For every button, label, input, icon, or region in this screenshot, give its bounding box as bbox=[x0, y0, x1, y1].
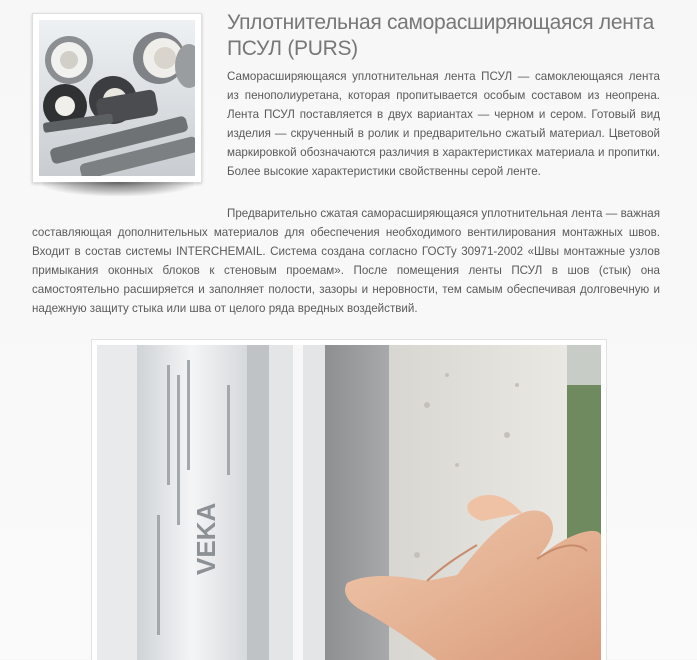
description-paragraph: Предварительно сжатая саморасширяющаяся уплотнительная лента — важная составляющая дополнительных материалов для обеспечения необходимого вентилирования монтажных швов. Входит в состав системы INTERCHEMAIL. Система создана согласно ГОСТу 30971-2002 «Швы монтажные узлов примыкания оконных блоков к стеновым проемам». После помещения ленты ПСУЛ в шов (стык) она самостоятельно расширяется и заполняет полости, зазоры и неровности, тем самым обеспечивая долговечную и надежную защиту стыка или шва от целого ряда вредных воздействий. bbox=[32, 207, 660, 315]
product-photo bbox=[39, 20, 195, 176]
installation-photo bbox=[97, 345, 601, 660]
window-seam-illustration bbox=[97, 345, 601, 660]
intro-paragraph: Саморасширяющаяся уплотнительная лента ПСУЛ — самоклеющаяся лента из пенополиуретана, которая пропитывается особым составом из неопрена. Лента ПСУЛ поставляется в двух вариантах — черном и сером. Готовый вид изделия — скрученный в ролик и предварительно сжатый материал. Цветовой маркировкой обозначаются различия в характеристиках материала и пропитки. Более высокие характеристики свойственны серой ленте. bbox=[227, 70, 660, 178]
frame-print-text: VEKA bbox=[191, 502, 221, 575]
tape-rolls-illustration bbox=[39, 20, 195, 176]
product-photo-shadow bbox=[42, 182, 194, 196]
article-title: Уплотнительная саморасширяющаяся лента ПСУЛ (PURS) bbox=[227, 11, 654, 60]
installation-photo-frame bbox=[91, 339, 607, 660]
product-photo-frame bbox=[32, 13, 202, 183]
